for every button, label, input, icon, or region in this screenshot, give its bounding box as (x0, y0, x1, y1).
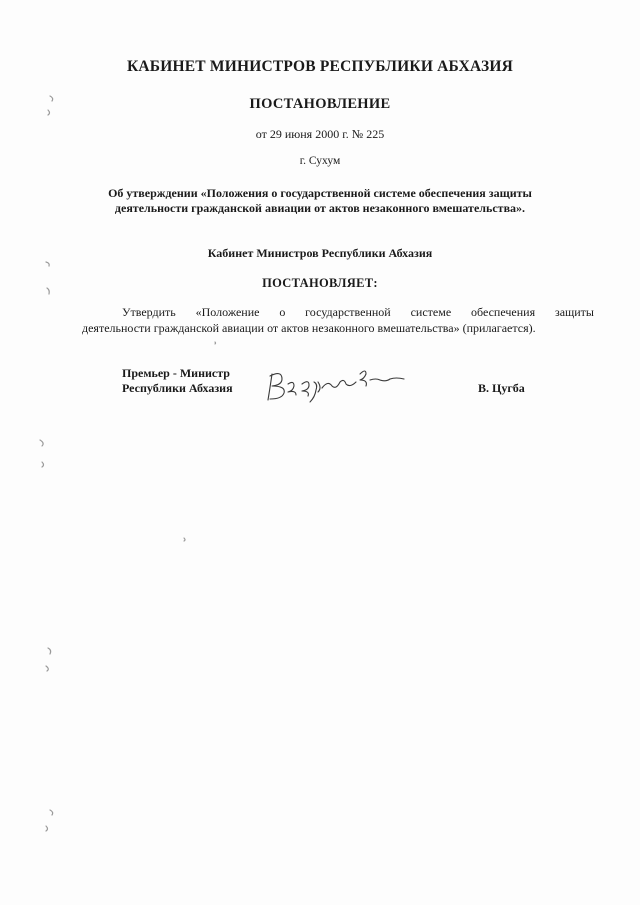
document-date: от 29 июня 2000 г. № 225 (255, 127, 385, 141)
document-city: г. Сухум (299, 155, 341, 167)
subject-line-1: Об утверждении «Положения о государственной системе обеспечения защиты (108, 186, 532, 200)
signer-name: В. Цугба (478, 381, 525, 395)
issuing-body: Кабинет Министров Республики Абхазия (207, 246, 433, 260)
body-line-2: деятельности гражданской авиации от актов незаконного вмешательства» (прилагается). (82, 321, 536, 335)
signer-title-line-2: Республики Абхазия (122, 381, 233, 395)
body-line-1: Утвердить «Положение о государственной системе обеспечения защиты (122, 305, 594, 319)
signer-title (122, 366, 233, 396)
handwritten-signature (262, 360, 412, 406)
signer-title-line-1: Премьер - Министр (122, 366, 230, 380)
document-subject (0, 186, 640, 216)
decree-body (80, 304, 594, 320)
subject-line-2: деятельности гражданской авиации от актов незаконного вмешательства». (114, 201, 526, 215)
document-type: ПОСТАНОВЛЕНИЕ (249, 96, 391, 112)
organization-title: КАБИНЕТ МИНИСТРОВ РЕСПУБЛИКИ АБХАЗИЯ (126, 58, 514, 75)
decree-verb: ПОСТАНОВЛЯЕТ: (262, 276, 378, 290)
